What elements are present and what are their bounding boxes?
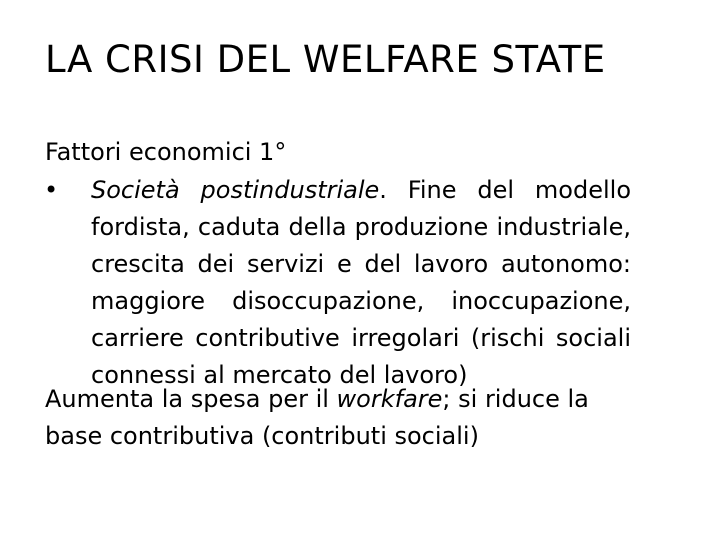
- closing-text-end: ; si riduce la base contributiva (contributi sociali): [45, 385, 589, 450]
- bullet-term: Società postindustriale: [91, 176, 380, 204]
- closing-term: workfare: [336, 385, 443, 413]
- section-subheading: Fattori economici 1°: [45, 138, 287, 166]
- closing-text-start: Aumenta la spesa per il: [45, 385, 337, 413]
- bullet-paragraph: [91, 172, 631, 394]
- bullet-text: . Fine del modello fordista, caduta della produzione industriale, crescita dei servizi e del lavoro autonomo: maggiore disoccupazione, inoccupazione, carriere contributive irregolari (rischi sociali connessi al mercato del lavoro): [91, 176, 632, 389]
- bullet-marker: •: [44, 176, 59, 204]
- closing-paragraph: [45, 381, 645, 455]
- slide-title: LA CRISI DEL WELFARE STATE: [45, 38, 606, 81]
